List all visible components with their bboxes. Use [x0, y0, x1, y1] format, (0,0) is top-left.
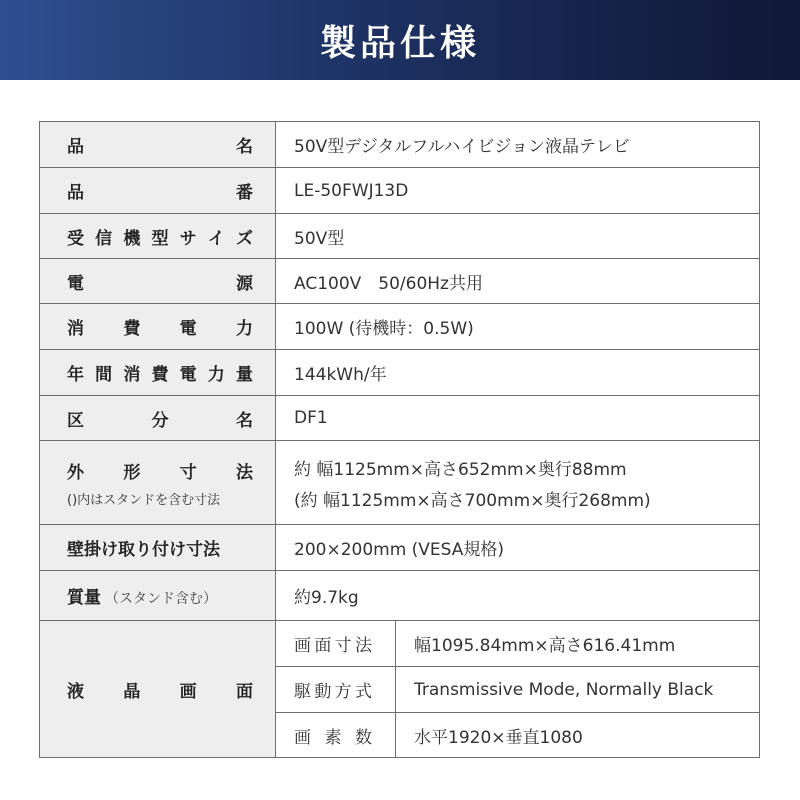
- spec-value: 144kWh/年: [276, 350, 760, 396]
- spec-label: 電 源: [40, 259, 276, 304]
- spec-row-consumption: [40, 304, 760, 350]
- spec-label: 質量 （スタンド含む）: [40, 571, 276, 621]
- dimensions-note: ()内はスタンドを含む寸法: [67, 492, 221, 508]
- spec-value: LE-50FWJ13D: [276, 168, 760, 214]
- spec-value: 50V型: [276, 214, 760, 259]
- spec-row-power: [40, 259, 760, 304]
- lcd-sub-value: 水平1920×垂直1080: [396, 713, 760, 758]
- lcd-sub-value: 幅1095.84mm×高さ616.41mm: [396, 621, 760, 667]
- spec-label: 液 晶 画 面: [40, 621, 276, 758]
- spec-label: 品 名: [40, 122, 276, 168]
- spec-row-category: [40, 396, 760, 441]
- spec-row-weight: [40, 571, 760, 621]
- spec-row-model: [40, 168, 760, 214]
- weight-label-sub: （スタンド含む）: [105, 591, 217, 607]
- spec-label: 壁掛け取り付け寸法: [40, 525, 276, 571]
- spec-label: 受 信 機 型 サ イ ズ: [40, 214, 276, 259]
- spec-value: DF1: [276, 396, 760, 441]
- spec-value: [276, 441, 760, 525]
- header-banner: [0, 0, 800, 80]
- page-title: 製品仕様: [319, 22, 480, 64]
- spec-row-dimensions: [40, 441, 760, 525]
- spec-row-lcd: [40, 621, 760, 667]
- spec-row-wall-mount: [40, 525, 760, 571]
- spec-value: 約9.7kg: [276, 571, 760, 621]
- spec-row-name: [40, 122, 760, 168]
- dimensions-line1: 約 幅1125mm×高さ652mm×奥行88mm: [294, 459, 627, 480]
- spec-value: 50V型デジタルフルハイビジョン液晶テレビ: [276, 122, 760, 168]
- lcd-sub-label: 画 素 数: [276, 713, 396, 758]
- spec-value: 200×200mm (VESA規格): [276, 525, 760, 571]
- dimensions-line2: (約 幅1125mm×高さ700mm×奥行268mm): [294, 490, 651, 511]
- lcd-sub-label: 画 面 寸 法: [276, 621, 396, 667]
- spec-value: AC100V 50/60Hz共用: [276, 259, 760, 304]
- lcd-sub-value: Transmissive Mode, Normally Black: [396, 667, 760, 713]
- spec-label: 外 形 寸 法 ()内はスタンドを含む寸法: [40, 441, 276, 525]
- spec-table: [39, 121, 760, 758]
- spec-row-annual: [40, 350, 760, 396]
- spec-value: 100W (待機時：0.5W): [276, 304, 760, 350]
- spec-label: 区 分 名: [40, 396, 276, 441]
- spec-row-screen-size: [40, 214, 760, 259]
- spec-label: 消 費 電 力: [40, 304, 276, 350]
- lcd-sub-label: 駆 動 方 式: [276, 667, 396, 713]
- spec-label: 年 間 消 費 電 力 量: [40, 350, 276, 396]
- spec-label: 品 番: [40, 168, 276, 214]
